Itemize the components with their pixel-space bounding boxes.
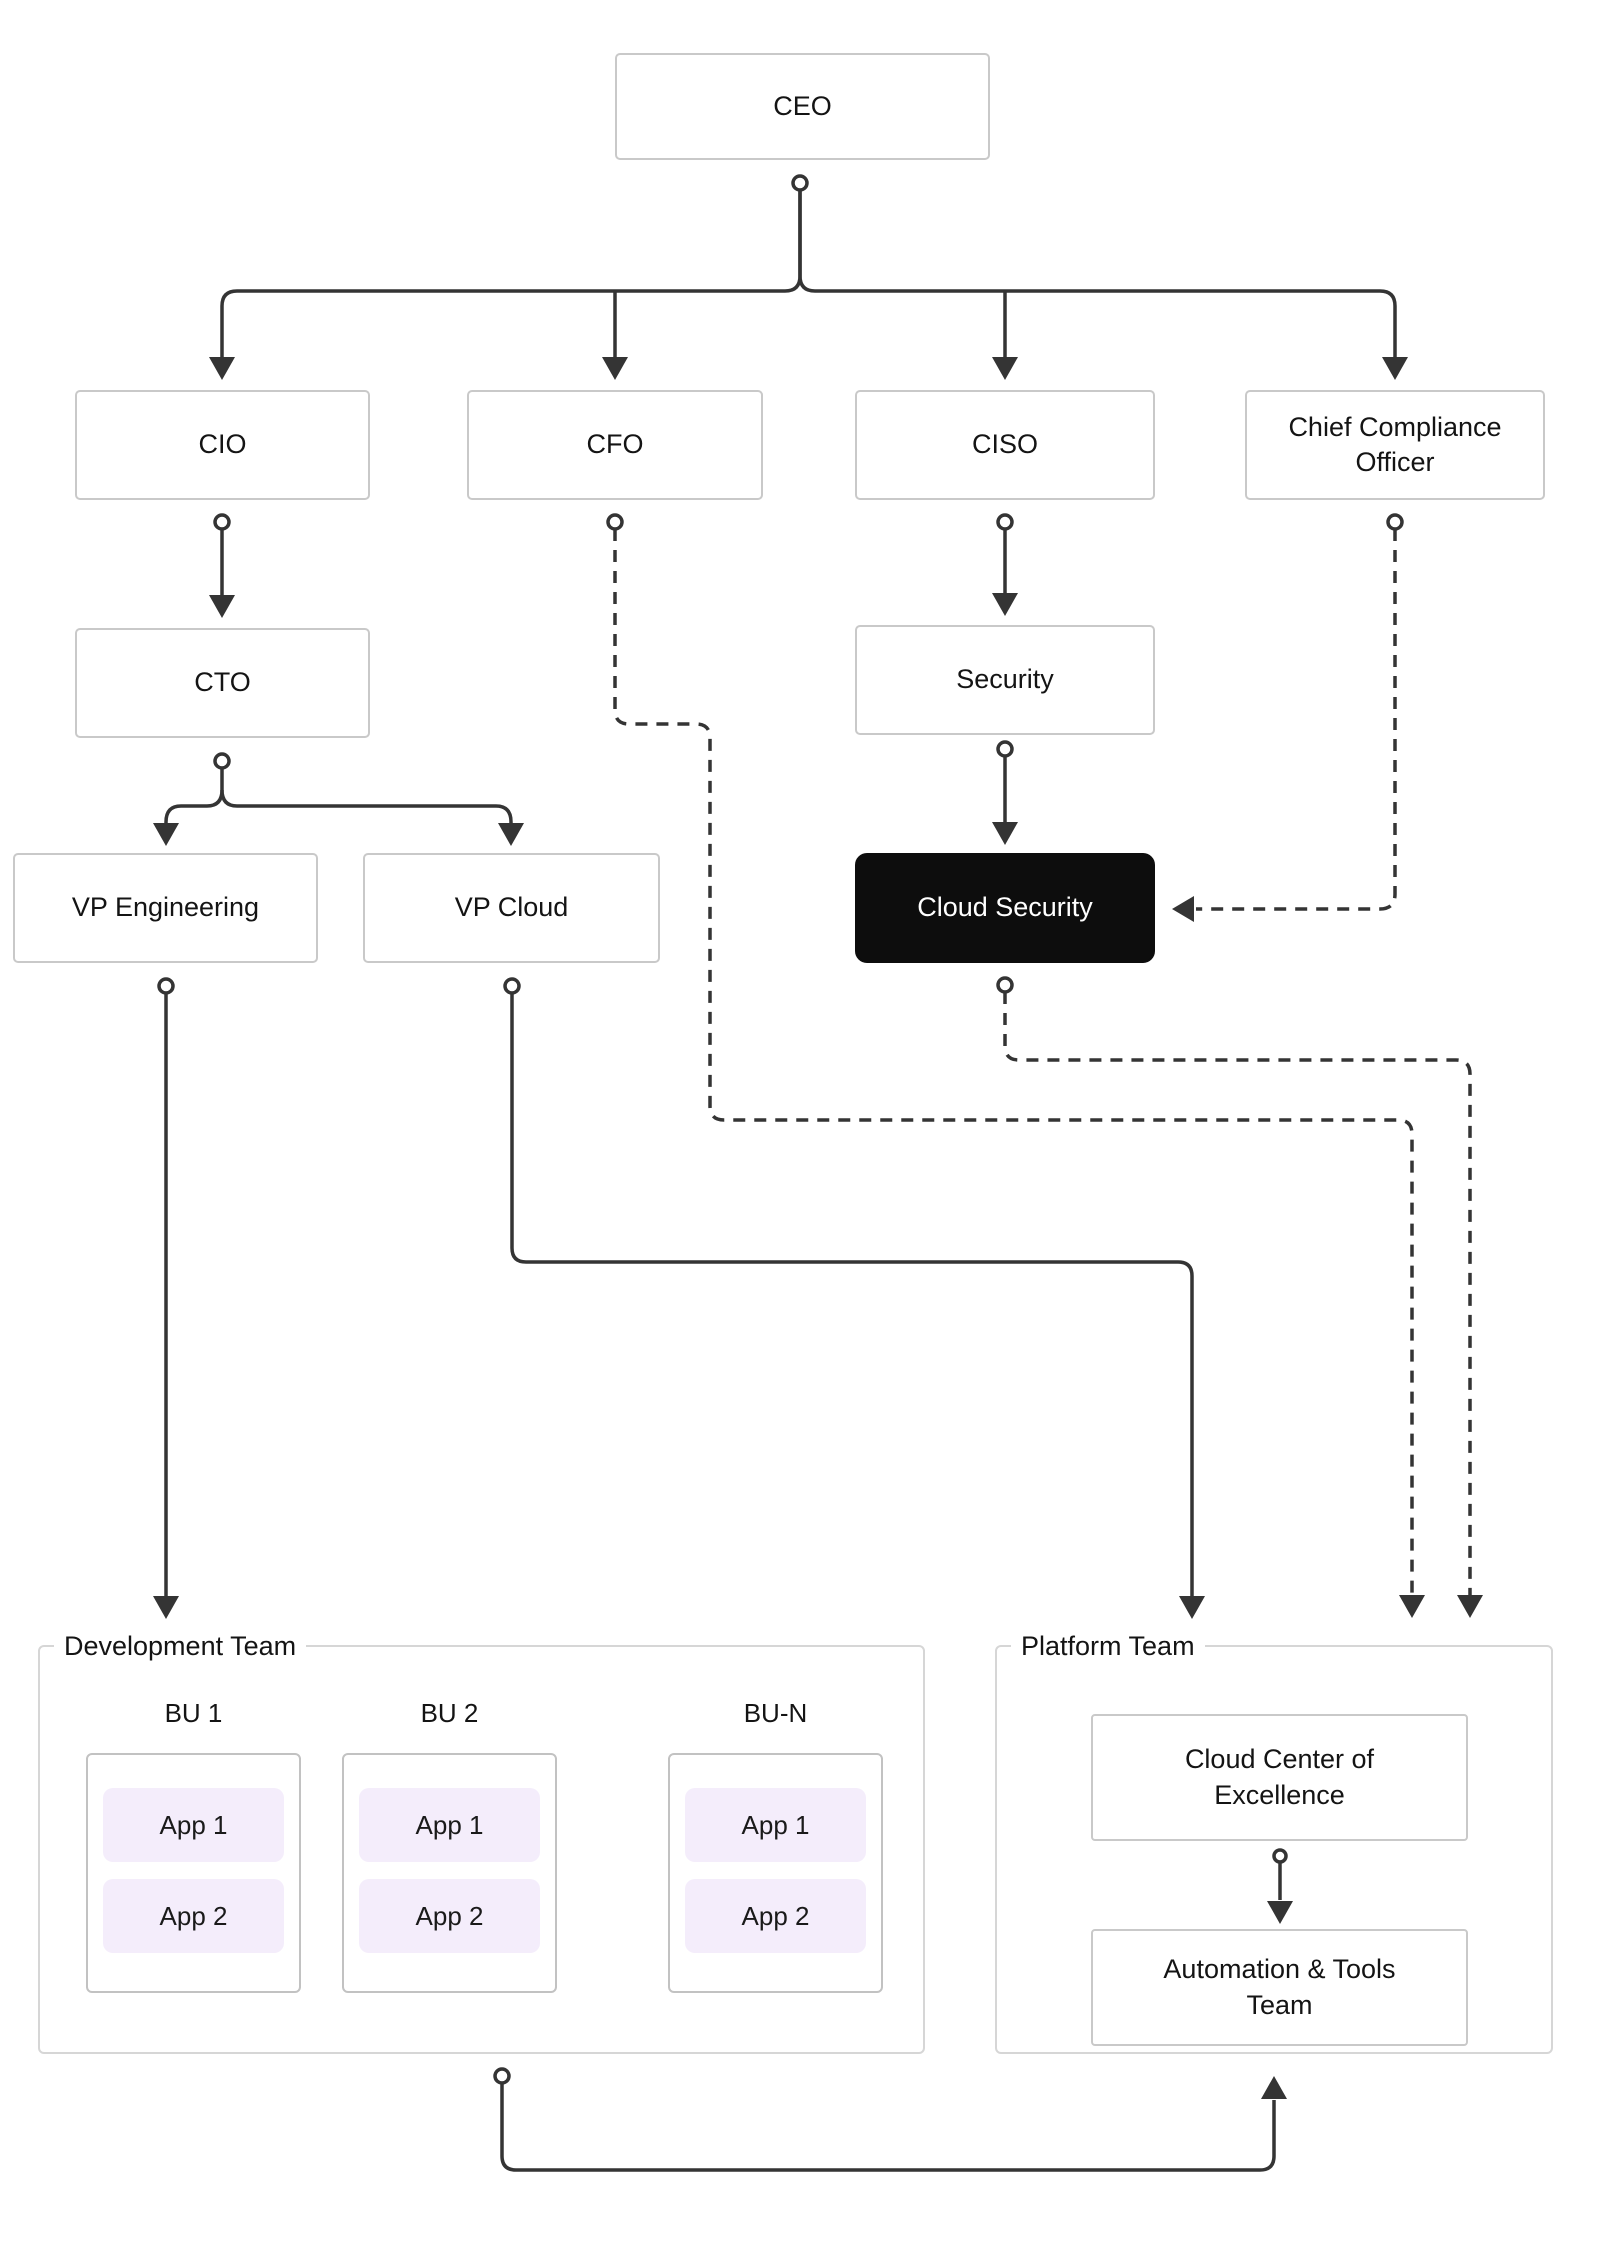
node-ceo	[615, 53, 990, 160]
bu-2-app-1: App 1	[359, 1788, 540, 1862]
edge-ceo-cco	[800, 190, 1395, 358]
node-vp-cloud-label: VP Cloud	[454, 892, 569, 923]
node-automation-tools-team-label: Automation & Tools Team	[1163, 1954, 1396, 2020]
bu-2-card	[342, 1753, 557, 1993]
node-vp-cloud	[363, 853, 660, 963]
node-cio-label: CIO	[198, 429, 247, 460]
node-cfo	[467, 390, 763, 500]
node-automation-tools-team	[1091, 1929, 1468, 2046]
node-vp-engineering	[13, 853, 318, 963]
node-cto-label: CTO	[194, 667, 251, 698]
node-chief-compliance-officer-label: Chief Compliance Officer	[1288, 411, 1502, 477]
bu-n-card	[668, 1753, 883, 1993]
edge-devteam-automation	[502, 2083, 1274, 2170]
edge-vpcloud-platformteam	[512, 993, 1192, 1597]
node-ciso-label: CISO	[971, 429, 1038, 460]
edge-cto-vpengineering	[166, 768, 222, 826]
node-cloud-center-of-excellence	[1091, 1714, 1468, 1841]
development-team-panel-label: Development Team	[54, 1627, 306, 1665]
node-security	[855, 625, 1155, 735]
node-vp-engineering-label: VP Engineering	[71, 892, 260, 923]
bu-n-app-1: App 1	[685, 1788, 866, 1862]
bu-1-app-1: App 1	[103, 1788, 284, 1862]
platform-team-panel-label: Platform Team	[1011, 1627, 1205, 1665]
bu-n-label: BU-N	[743, 1697, 808, 1728]
node-ceo-label: CEO	[773, 90, 832, 121]
edge-ceo-cio	[222, 190, 800, 358]
node-cio	[75, 390, 370, 500]
edge-cloudsecurity-platformteam-dashed	[1005, 992, 1470, 1596]
bu-2-label: BU 2	[420, 1697, 479, 1728]
bu-1-card	[86, 1753, 301, 1993]
node-cloud-security	[855, 853, 1155, 963]
bu-1-label: BU 1	[164, 1697, 223, 1728]
bu-2-app-2: App 2	[359, 1879, 540, 1953]
node-chief-compliance-officer	[1245, 390, 1545, 500]
node-cloud-security-label: Cloud Security	[917, 892, 1093, 923]
bu-1-app-2: App 2	[103, 1879, 284, 1953]
node-cloud-center-of-excellence-label: Cloud Center of Excellence	[1184, 1744, 1375, 1810]
edge-cto-vpcloud	[222, 790, 511, 826]
bu-n-app-2: App 2	[685, 1879, 866, 1953]
node-security-label: Security	[956, 664, 1054, 695]
edge-cco-cloudsecurity-dashed	[1196, 529, 1395, 909]
node-ciso	[855, 390, 1155, 500]
node-cfo-label: CFO	[586, 429, 644, 460]
node-cto	[75, 628, 370, 738]
